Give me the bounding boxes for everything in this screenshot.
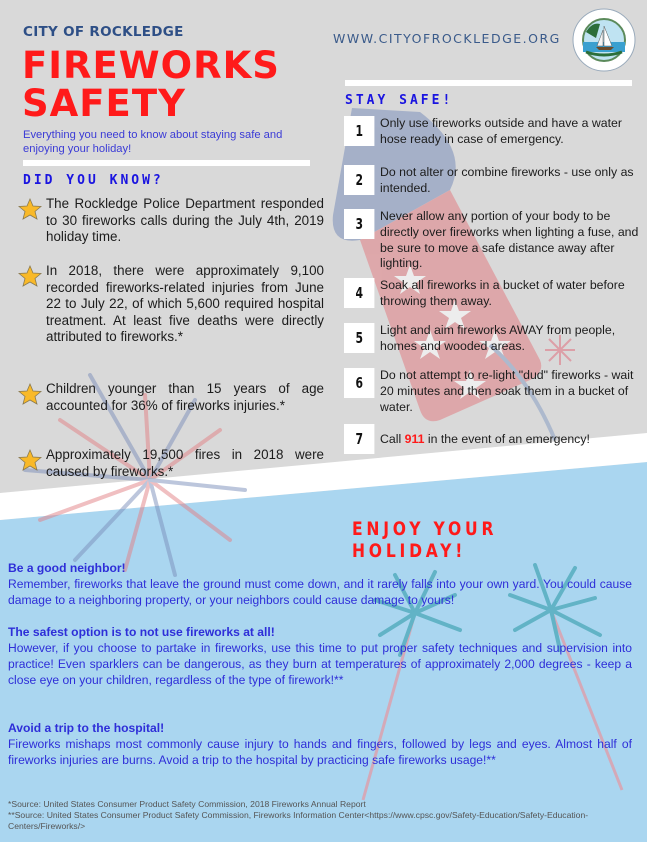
tip-text: Light and aim fireworks AWAY from people, homes and wooded areas. — [380, 323, 616, 353]
org-name: CITY OF ROCKLEDGE — [23, 24, 184, 40]
fact-item — [18, 381, 324, 433]
star-icon — [18, 198, 42, 220]
tip-text: Do not alter or combine fireworks - use only as intended. — [380, 165, 634, 195]
page-title — [22, 44, 280, 125]
sources-footnote — [8, 799, 638, 832]
fact-item — [18, 196, 324, 248]
website-link[interactable]: WWW.CITYOFROCKLEDGE.ORG — [333, 31, 561, 46]
fact-item — [18, 263, 324, 363]
info-block-hospital — [8, 720, 632, 768]
emergency-number: 911 — [404, 432, 425, 446]
info-block-heading: The safest option is to not use fireworks at all! — [8, 625, 275, 639]
source-2: **Source: United States Consumer Product Safety Commission, Fireworks Information Center<https://www.cpsc.gov/Safety-Education/Safety-Education-Centers/Fireworks/> — [8, 810, 589, 831]
city-seal-icon — [572, 8, 636, 72]
tip-text-after: in the event of an emergency! — [424, 432, 590, 446]
info-block-heading: Be a good neighbor! — [8, 561, 126, 575]
star-icon — [18, 383, 42, 405]
tip-number: 4 — [344, 278, 374, 308]
tip-number: 6 — [344, 368, 374, 398]
info-block-safest-option — [8, 624, 632, 688]
tip-number: 7 — [344, 424, 374, 454]
divider-left — [23, 160, 310, 166]
fact-text: In 2018, there were approximately 9,100 recorded fireworks-related injuries from June 22 to July 22, of which 5,600 required hospital treatment. At least five deaths were directly attributed to fireworks.* — [46, 263, 324, 344]
fact-text: The Rockledge Police Department responded to 30 fireworks calls during the July 4th, 2019 holiday time. — [46, 196, 324, 244]
subtitle: Everything you need to know about staying safe and enjoying your holiday! — [23, 129, 283, 155]
tip-text: Only use fireworks outside and have a water hose ready in case of emergency. — [380, 116, 622, 146]
tip-number: 2 — [344, 165, 374, 195]
divider-right — [345, 80, 632, 86]
star-icon — [18, 265, 42, 287]
info-block-body: However, if you choose to partake in fireworks, use this time to put proper safety techniques and supervision into practice! Even sparklers can be dangerous, as they burn at temperatures of approximately 2,000 degrees - keep a close eye on your children, regardless of the type of firework!** — [8, 641, 632, 687]
star-icon — [18, 449, 42, 471]
info-block-body: Remember, fireworks that leave the ground must come down, and it rarely falls into your own yard. You could cause damage to a neighboring property, or your neighbors could cause damage to yours! — [8, 577, 632, 607]
tip-text: Never allow any portion of your body to be directly over fireworks when lighting a fuse, and be sure to move a safe distance away after lighting. — [380, 209, 639, 271]
info-block-body: Fireworks mishaps most commonly cause injury to hands and fingers, followed by legs and eyes. Almost half of fireworks injuries are burns. Avoid a trip to the hospital by practicing safe fireworks usage!** — [8, 737, 632, 767]
enjoy-holiday-heading: ENJOY YOUR HOLIDAY! — [352, 518, 498, 562]
stay-safe-heading: STAY SAFE! — [345, 93, 454, 108]
fact-item — [18, 447, 324, 483]
tip-number: 5 — [344, 323, 374, 353]
tip-number: 1 — [344, 116, 374, 146]
info-block-neighbor — [8, 560, 632, 608]
source-1: *Source: United States Consumer Product Safety Commission, 2018 Fireworks Annual Report — [8, 799, 366, 809]
fact-text: Approximately 19,500 fires in 2018 were caused by fireworks.* — [46, 447, 324, 479]
title-line-2: SAFETY — [22, 82, 186, 125]
tip-text-before: Call — [380, 432, 405, 446]
tip-text: Soak all fireworks in a bucket of water before throwing them away. — [380, 278, 625, 308]
tip-text: Do not attempt to re-light "dud" fireworks - wait 20 minutes and then soak them in a bucket of water. — [380, 368, 634, 414]
did-you-know-heading: DID YOU KNOW? — [23, 173, 164, 188]
tip-text — [380, 432, 642, 448]
info-block-heading: Avoid a trip to the hospital! — [8, 721, 165, 735]
tip-number: 3 — [344, 209, 374, 239]
fact-text: Children younger than 15 years of age accounted for 36% of fireworks injuries.* — [46, 381, 324, 413]
title-line-1: FIREWORKS — [22, 44, 280, 87]
